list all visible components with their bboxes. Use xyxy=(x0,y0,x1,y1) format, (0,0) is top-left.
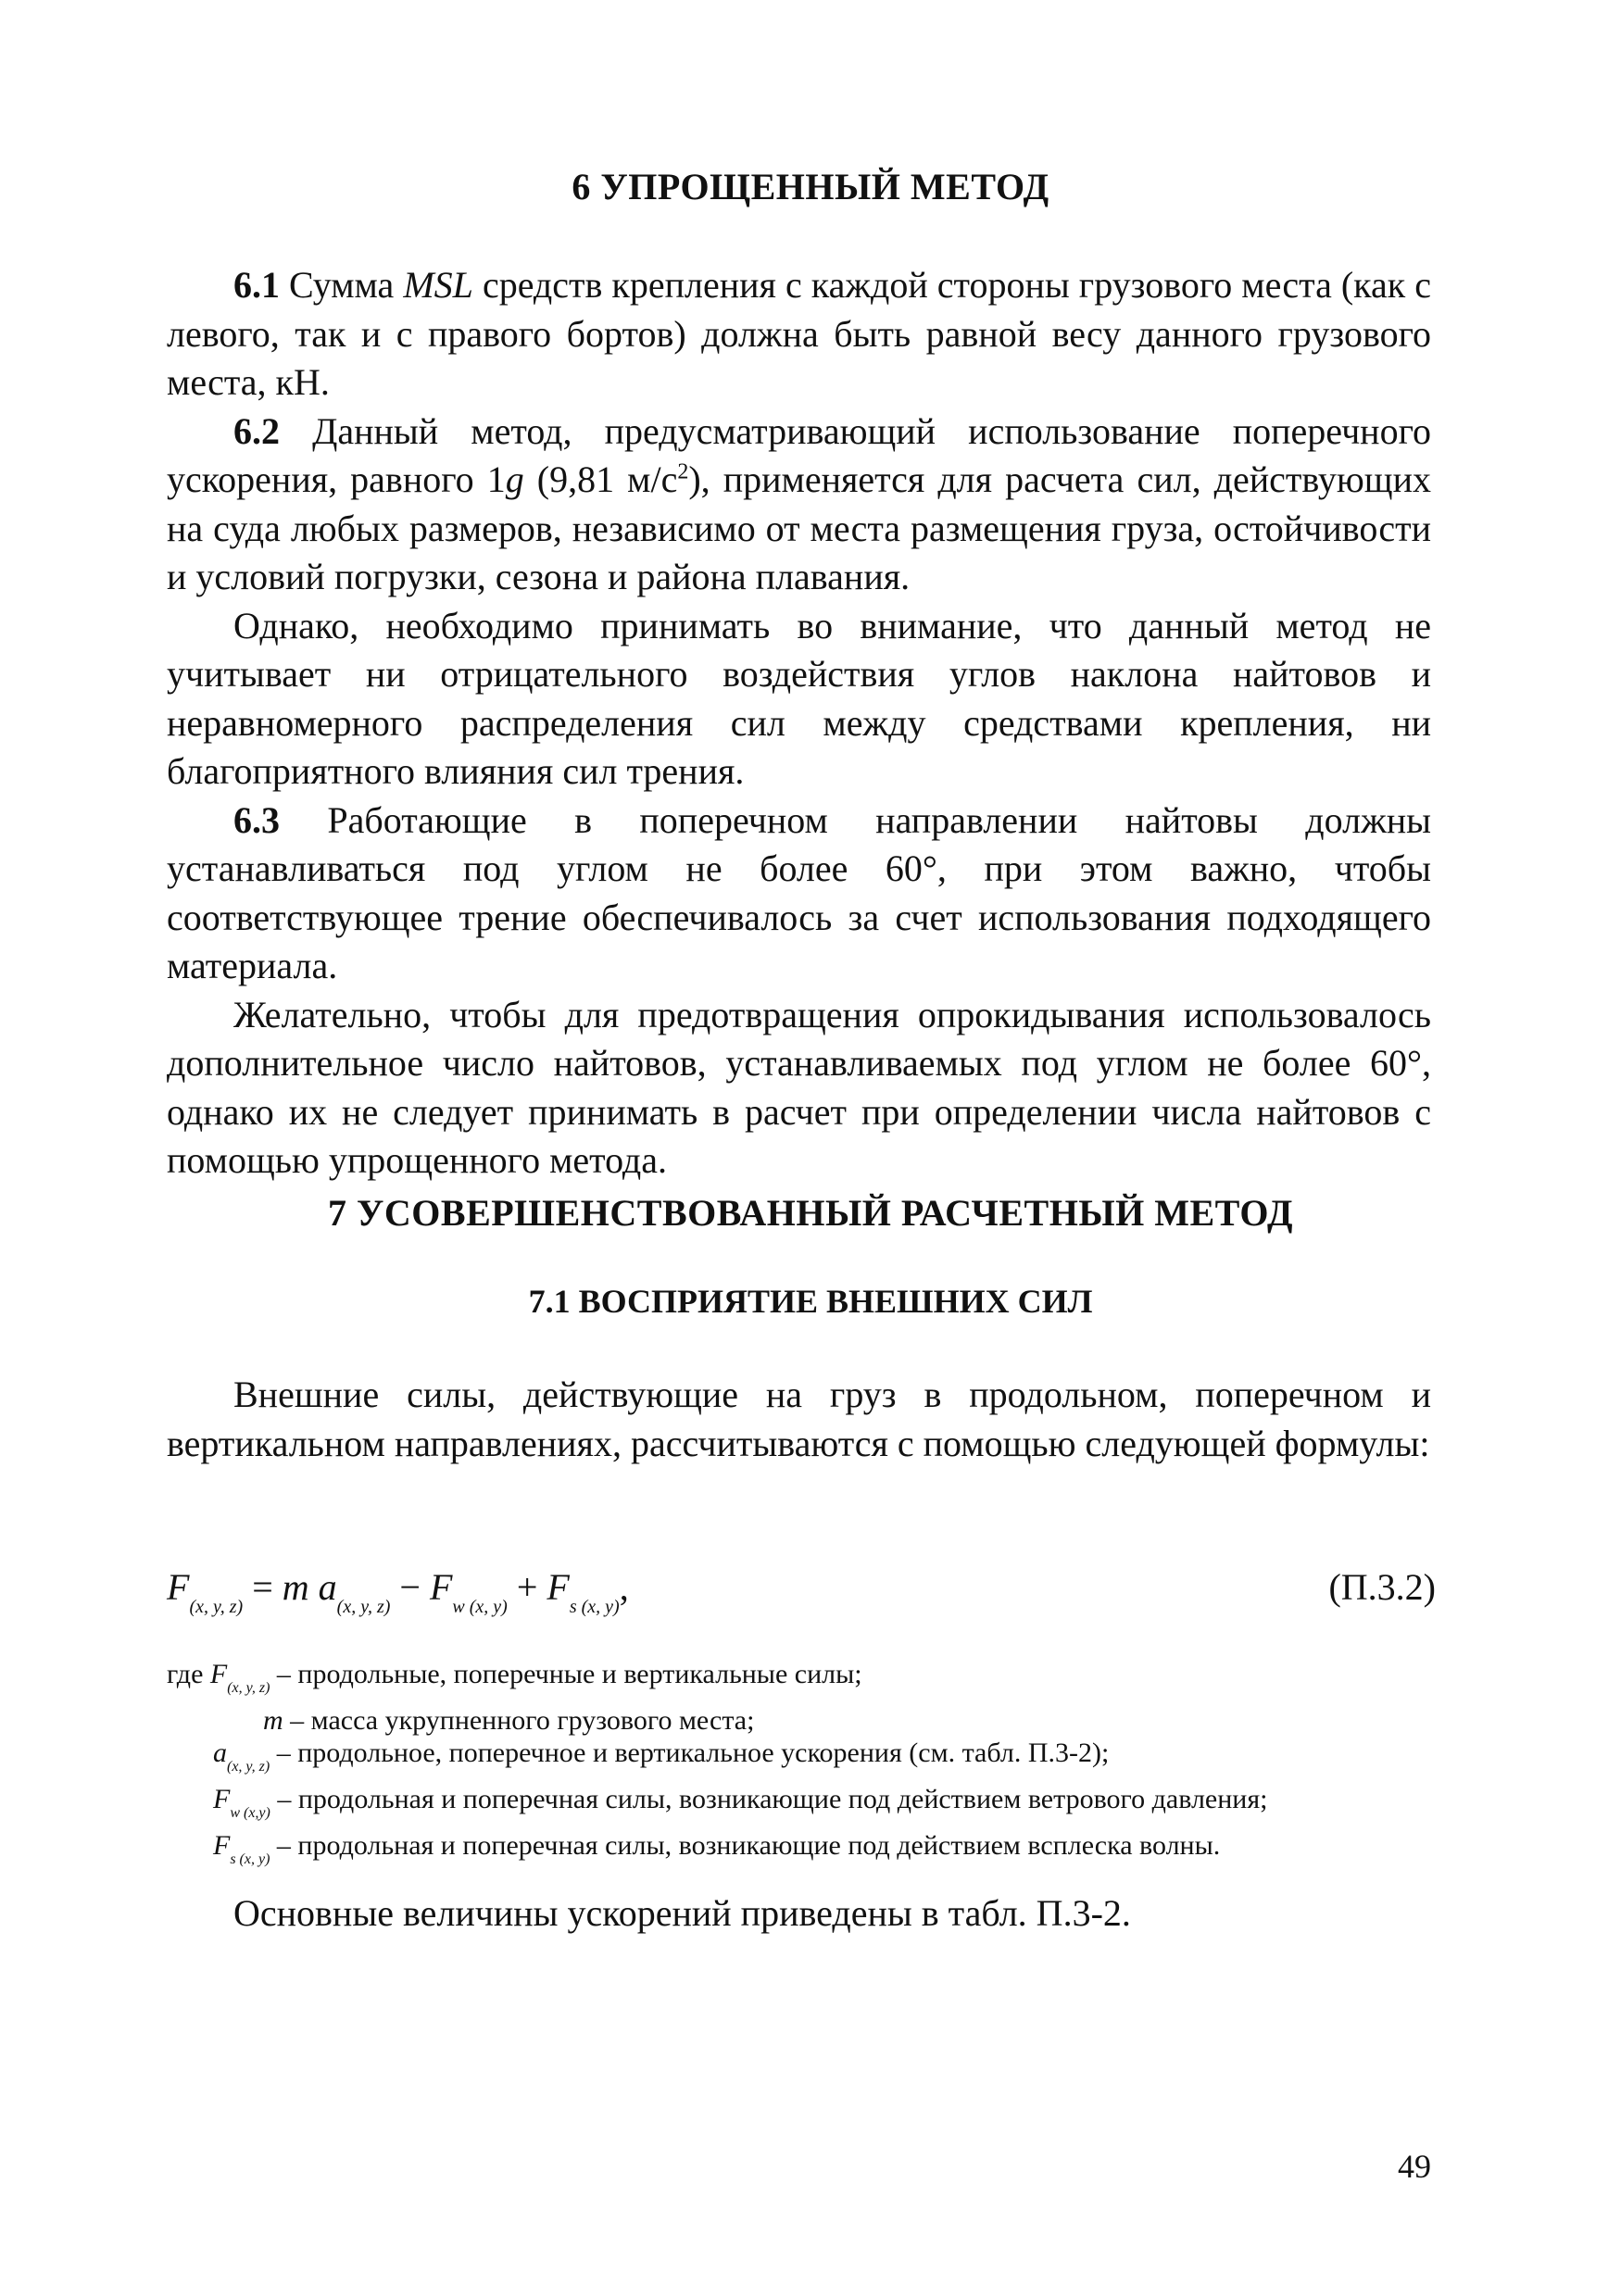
formula-legend xyxy=(167,1658,1268,1876)
section-6-title: 6 УПРОЩЕННЫЙ МЕТОД xyxy=(572,166,1049,207)
legend-item: $F_{w (x,y)}$ – продольная и поперечная силы, возникающие под действием ветрового давления; xyxy=(213,1784,1268,1821)
paragraph-6-3-cont: Желательно, чтобы для предотвращения опрокидывания использовалось дополнительное число найтовов, устанавливаемых под углом не более 60°, однако их не следует принимать в расчет при определении числа найтовов с помощью упрощенного метода. xyxy=(167,993,1431,1181)
section-6-body xyxy=(167,261,1431,1186)
section-7-intro: Внешние силы, действующие на груз в продольном, поперечном и вертикальном направлениях, рассчитываются с помощью следующей формулы: xyxy=(167,1374,1431,1464)
closing-paragraph: Основные величины ускорений приведены в табл. П.3-2. xyxy=(233,1892,1131,1934)
subsection-7-1-title: 7.1 ВОСПРИЯТИЕ ВНЕШНИХ СИЛ xyxy=(528,1283,1093,1320)
legend-item: m – масса укрупненного грузового места; xyxy=(263,1705,755,1736)
clause-number: 6.3 xyxy=(233,798,280,841)
paragraph-6-3: 6.3 Работающие в поперечном направлении найтовы должны устанавливаться под углом не более 60°, при этом важно, чтобы соответствующее трение обеспечивалось за счет использования подходящего материала. xyxy=(167,798,1431,986)
legend-item: $F_{s (x, y)}$ – продольная и поперечная силы, возникающие под действием всплеска волны. xyxy=(213,1830,1221,1867)
paragraph-6-2-cont: Однако, необходимо принимать во внимание, что данный метод не учитывает ни отрицательного воздействия углов наклона найтовов и неравномерного распределения сил между средствами крепления, ни благоприятного влияния сил трения. xyxy=(167,604,1431,792)
paragraph-6-1: 6.1 Сумма MSL средств крепления с каждой стороны грузового места (как с левого, так и с правого бортов) должна быть равной весу данного грузового места, кН. xyxy=(167,264,1431,403)
formula-p-3-2: $F_{(x, y, z)} = m$ $a_{(x, y, z)} - F_{w (x, y)} + F_{s (x, y)}$, (П.3.2) xyxy=(167,1566,1436,1617)
term-msl: MSL xyxy=(403,264,473,306)
formula-number: (П.3.2) xyxy=(1328,1566,1436,1608)
legend-item: $a_{(x, y, z)}$ – продольное, поперечное и вертикальное ускорения (см. табл. П.3-2); xyxy=(213,1738,1110,1775)
paragraph-6-2: 6.2 Данный метод, предусматривающий использование поперечного ускорения, равного 1g (9,81 $м/с^2$), применяется для расчета сил, действующих на суда любых размеров, независимо от места размещения груза, остойчивости и условий погрузки, сезона и района плавания. xyxy=(167,409,1431,597)
clause-number: 6.1 xyxy=(233,264,280,306)
page-number: 49 xyxy=(1398,2148,1431,2185)
section-7-title: 7 УСОВЕРШЕНСТВОВАННЫЙ РАСЧЕТНЫЙ МЕТОД xyxy=(328,1192,1293,1234)
legend-item: где $F_{(x, y, z)}$ – продольные, поперечные и вертикальные силы; xyxy=(167,1659,862,1696)
clause-number: 6.2 xyxy=(233,409,280,452)
